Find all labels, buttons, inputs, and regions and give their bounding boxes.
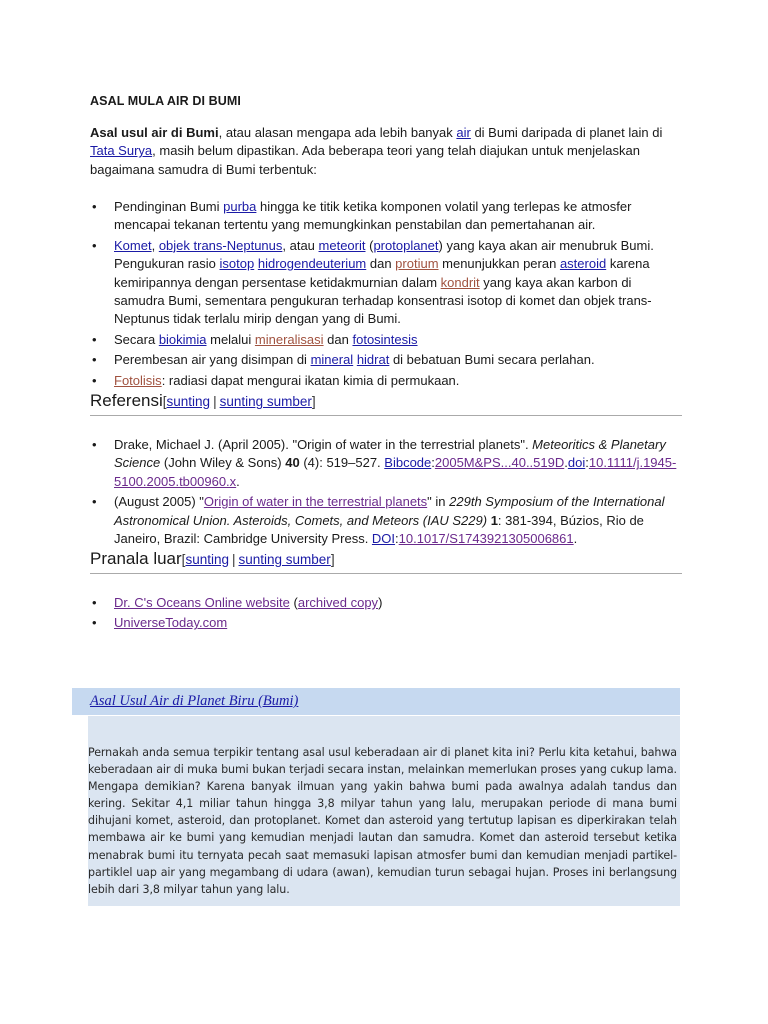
edit-link[interactable]: sunting bbox=[185, 552, 229, 567]
pranala-heading-text: Pranala luar bbox=[90, 549, 182, 568]
ref-text: : bbox=[395, 531, 399, 547]
link-fotolisis[interactable]: Fotolisis bbox=[114, 372, 162, 388]
ref-text: (John Wiley & Sons) bbox=[160, 455, 286, 471]
item-text: ) yang kaya akan air menubruk Bumi. Pengukuran rasio bbox=[114, 237, 654, 272]
list-item bbox=[90, 331, 680, 349]
external-link-item bbox=[90, 594, 680, 612]
link-meteorit[interactable]: meteorit bbox=[318, 237, 366, 253]
ref-volume: 1 bbox=[490, 512, 498, 528]
item-text: Perembesan air yang disimpan di bbox=[114, 352, 311, 368]
item-text: Secara bbox=[114, 331, 159, 347]
item-text: karena kemiripannya dengan persentase ketidakmurnian dalam bbox=[114, 256, 650, 290]
link-fotosintesis[interactable]: fotosintesis bbox=[352, 331, 418, 347]
link-isotop[interactable]: isotop bbox=[219, 256, 255, 272]
ref-text: Drake, Michael J. (April 2005). "Origin of water in the terrestrial planets". bbox=[114, 437, 533, 452]
ref-text: . bbox=[236, 473, 240, 489]
link-bibcode-label[interactable]: Bibcode bbox=[384, 455, 432, 471]
link-doi-label[interactable]: doi bbox=[567, 455, 586, 471]
article-title-link[interactable]: Asal Usul Air di Planet Biru (Bumi) bbox=[90, 693, 299, 709]
ref-book: 229th Symposium of the International Astronomical Union. Asteroids, Comets, and Meteors (IAU S229) bbox=[114, 494, 665, 528]
intro-text: , masih belum dipastikan. Ada beberapa teori yang telah diajukan untuk menjelaskan bagaimana samudra di Bumi terbentuk: bbox=[90, 143, 640, 177]
bullet-icon: • bbox=[92, 237, 97, 253]
theories-list bbox=[90, 198, 680, 392]
item-text: , bbox=[151, 237, 159, 253]
item-text: dan bbox=[366, 256, 396, 272]
bracket-open: [ bbox=[181, 552, 186, 567]
item-text: hingga ke titik ketika komponen volatil yang terlepas ke atmosfer mencapai tekanan tertentu yang memungkinkan penstabilan dan pemertahanan air. bbox=[114, 199, 632, 233]
item-text: Pendinginan Bumi bbox=[114, 199, 224, 214]
ref-journal: Meteoritics & Planetary Science bbox=[114, 437, 666, 471]
intro-text: di Bumi daripada di planet lain di bbox=[470, 125, 663, 140]
link-mineralisasi[interactable]: mineralisasi bbox=[254, 331, 324, 347]
link-protium[interactable]: protium bbox=[395, 256, 439, 272]
item-text: menunjukkan peran bbox=[438, 256, 560, 272]
page-title: ASAL MULA AIR DI BUMI bbox=[90, 94, 241, 108]
list-item bbox=[90, 351, 680, 369]
bracket-close: ] bbox=[330, 552, 335, 567]
edit-separator: | bbox=[213, 394, 217, 409]
bullet-icon: • bbox=[92, 352, 97, 368]
article-title-bar bbox=[72, 688, 680, 715]
item-text: ) bbox=[378, 595, 383, 610]
bullet-icon: • bbox=[92, 372, 97, 388]
item-text: di bebatuan Bumi secara perlahan. bbox=[389, 352, 595, 368]
external-link-item bbox=[90, 614, 680, 632]
ref-text: : bbox=[431, 455, 435, 471]
link-biokimia[interactable]: biokimia bbox=[158, 331, 207, 347]
link-doi-label[interactable]: DOI bbox=[371, 531, 396, 547]
link-objek-trans-neptunus[interactable]: objek trans-Neptunus bbox=[158, 237, 283, 253]
reference-item bbox=[90, 436, 680, 491]
link-tata-surya[interactable]: Tata Surya bbox=[90, 143, 153, 159]
ref-volume: 40 bbox=[285, 455, 300, 471]
bullet-icon: • bbox=[92, 331, 97, 347]
intro-bold-term: Asal usul air di Bumi bbox=[90, 125, 219, 140]
link-oceans-online[interactable]: Dr. C's Oceans Online website bbox=[114, 595, 290, 610]
item-text: melalui bbox=[206, 331, 255, 347]
intro-text: , atau alasan mengapa ada lebih banyak bbox=[218, 125, 457, 140]
item-text: : radiasi dapat mengurai ikatan kimia di permukaan. bbox=[161, 372, 460, 388]
ref-text: (August 2005) " bbox=[114, 494, 204, 510]
link-kondrit[interactable]: kondrit bbox=[440, 274, 480, 290]
article-body-box bbox=[88, 716, 680, 906]
ref-text: . bbox=[573, 531, 578, 547]
item-text: ( bbox=[289, 595, 298, 610]
link-purba[interactable]: purba bbox=[223, 199, 257, 214]
item-text: dan bbox=[323, 331, 353, 347]
ref-text: : 381-394, Búzios, Rio de Janeiro, Brazil: Cambridge University Press. bbox=[114, 512, 644, 547]
ref-text: : bbox=[585, 455, 589, 471]
bracket-open: [ bbox=[162, 394, 167, 409]
section-heading-referensi bbox=[90, 390, 682, 416]
edit-separator: | bbox=[231, 552, 236, 567]
link-doi[interactable]: 10.1111/j.1945-5100.2005.tb00960.x bbox=[114, 455, 677, 489]
link-universe-today[interactable]: UniverseToday.com bbox=[114, 615, 228, 631]
list-item bbox=[90, 237, 680, 329]
item-text: yang kaya akan karbon di samudra Bumi, sementara pengukuran terhadap konsentrasi isotop di komet dan objek trans-Neptunus tidak terlalu mirip dengan yang di Bumi. bbox=[114, 274, 652, 327]
referensi-heading-text: Referensi bbox=[90, 391, 163, 410]
ref-text: . bbox=[564, 455, 568, 471]
list-item bbox=[90, 372, 680, 390]
link-mineral[interactable]: mineral bbox=[310, 352, 354, 368]
bracket-close: ] bbox=[311, 394, 316, 409]
bullet-icon: • bbox=[92, 615, 97, 631]
link-asteroid[interactable]: asteroid bbox=[559, 256, 607, 272]
ref-text: (4): 519–527. bbox=[299, 455, 385, 471]
edit-source-link[interactable]: sunting sumber bbox=[238, 552, 331, 567]
link-archived-copy[interactable]: archived copy bbox=[297, 595, 379, 610]
ref-text: " in bbox=[427, 494, 450, 510]
edit-source-link[interactable]: sunting sumber bbox=[219, 394, 312, 409]
article-body-text: Pernakah anda semua terpikir tentang asal usul keberadaan air di planet kita ini? Perlu kita ketahui, bahwa keberadaan air di muka bumi bukan terjadi secara instan, melainkan memerlukan proses yang cukup lama. Mengapa demikian? Karena banyak ilmuan yang yakin bahwa bumi pada awalnya adalah tandus dan kering. Sekitar 4,1 miliar tahun hingga 3,8 milyar tahun yang lalu, merupakan periode di mana bumi dihujani komet, asteroid, dan protoplanet. Komet dan asteroid yang tertutup lapisan es diperkirakan telah membawa air ke bumi yang kemudian menjadi lautan dan samudra. Komet dan asteroid tersebut ketika menabrak bumi itu ternyata pecah saat memasuki lapisan atmosfer bumi dan kemudian menjadi partikel-partiklel uap air yang megambang di udara (awan), kemudian turun sebagai hujan. Proses ini berlangsung lebih dari 3,8 milyar tahun yang lalu. bbox=[88, 746, 677, 896]
item-text: ( bbox=[365, 237, 374, 253]
references-list bbox=[90, 436, 680, 550]
external-links-list bbox=[90, 594, 680, 635]
item-text: , atau bbox=[282, 237, 319, 253]
bullet-icon: • bbox=[92, 595, 97, 610]
link-bibcode[interactable]: 2005M&PS...40..519D bbox=[434, 455, 565, 471]
bullet-icon: • bbox=[92, 494, 97, 510]
section-heading-pranala-luar bbox=[90, 548, 682, 574]
link-doi[interactable]: 10.1017/S1743921305006861 bbox=[398, 531, 574, 547]
bullet-icon: • bbox=[92, 199, 97, 214]
link-hidrogendeuterium[interactable]: hidrogendeuterium bbox=[257, 256, 367, 272]
link-komet[interactable]: Komet bbox=[114, 237, 152, 253]
list-item bbox=[90, 198, 680, 235]
link-hidrat[interactable]: hidrat bbox=[356, 352, 390, 368]
link-air[interactable]: air bbox=[456, 125, 471, 140]
link-protoplanet[interactable]: protoplanet bbox=[373, 237, 439, 253]
link-origin-title[interactable]: Origin of water in the terrestrial planets bbox=[203, 494, 428, 510]
edit-link[interactable]: sunting bbox=[166, 394, 211, 409]
bullet-icon: • bbox=[92, 437, 97, 452]
intro-paragraph bbox=[90, 124, 678, 179]
reference-item bbox=[90, 493, 680, 548]
